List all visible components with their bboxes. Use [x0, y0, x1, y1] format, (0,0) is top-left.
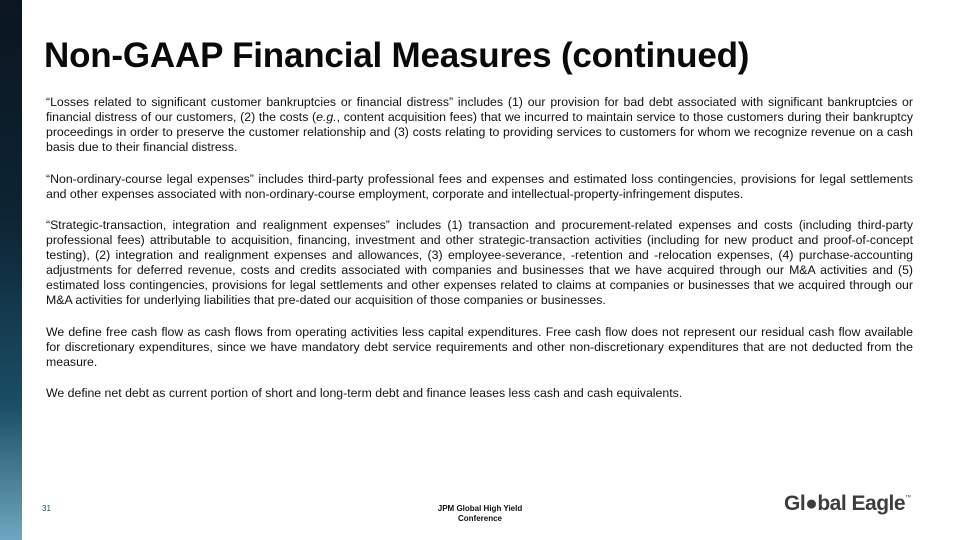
paragraph-free-cash-flow: We define free cash flow as cash flows from operating activities less capital expenditures. Free cash flow does not represent our residual cash flow available for discretionary expenditures, since we have mandatory debt service requirements and other non-discretionary expenditures that are not deducted from the measure.	[46, 324, 913, 369]
global-eagle-logo	[784, 492, 911, 516]
italic-text: e.g.	[316, 110, 337, 124]
paragraph-text: , content acquisition fees) that we incurred to maintain service to those customers during their bankruptcy proceedings in order to preserve the customer relationship and (3) costs relating to providing services to customers for whom we recognize revenue on a cash basis due to their financial distress.	[46, 110, 913, 154]
trademark-symbol: ™	[905, 495, 911, 501]
paragraph-text: “Losses related to significant customer bankruptcies or financial distress” includes (1) our provision for bad debt associated with significant bankruptcies or financial distress of our customers, (2) the costs (	[46, 95, 913, 124]
paragraph-net-debt: We define net debt as current portion of short and long-term debt and finance leases less cash and cash equivalents.	[46, 386, 683, 400]
paragraph-customer-bankruptcies	[46, 95, 913, 155]
logo-text: Gl●bal Eagle	[784, 492, 906, 515]
page-number: 31	[42, 504, 51, 513]
slide-title: Non-GAAP Financial Measures (continued)	[44, 36, 750, 75]
paragraph-strategic-transaction: “Strategic-transaction, integration and realignment expenses” includes (1) transaction and procurement-related expenses and costs (including third-party professional fees) attributable to acquisition, financing, investment and other strategic-transaction activities (including for new product and proof-of-concept testing), (2) integration and realignment expenses and allowances, (3) employee-severance, -retention and -relocation expenses, (4) purchase-accounting adjustments for deferred revenue, costs and credits associated with companies and businesses that we have acquired through our M&A activities and (5) estimated loss contingencies, provisions for legal settlements and other expenses related to claims at companies or businesses that we acquired through our M&A activities for underlying liabilities that pre-dated our acquisition of those companies or businesses.	[46, 218, 913, 307]
left-accent-bar	[0, 0, 22, 540]
paragraph-legal-expenses: “Non-ordinary-course legal expenses” includes third-party professional fees and expenses and estimated loss contingencies, provisions for legal settlements and other expenses associated with non-ordinary-course employment, corporate and intellectual-property-infringement disputes.	[46, 171, 913, 201]
event-name	[420, 504, 540, 524]
event-line-2: Conference	[457, 514, 502, 523]
event-line-1: JPM Global High Yield	[437, 504, 523, 513]
slide-body	[46, 95, 913, 418]
